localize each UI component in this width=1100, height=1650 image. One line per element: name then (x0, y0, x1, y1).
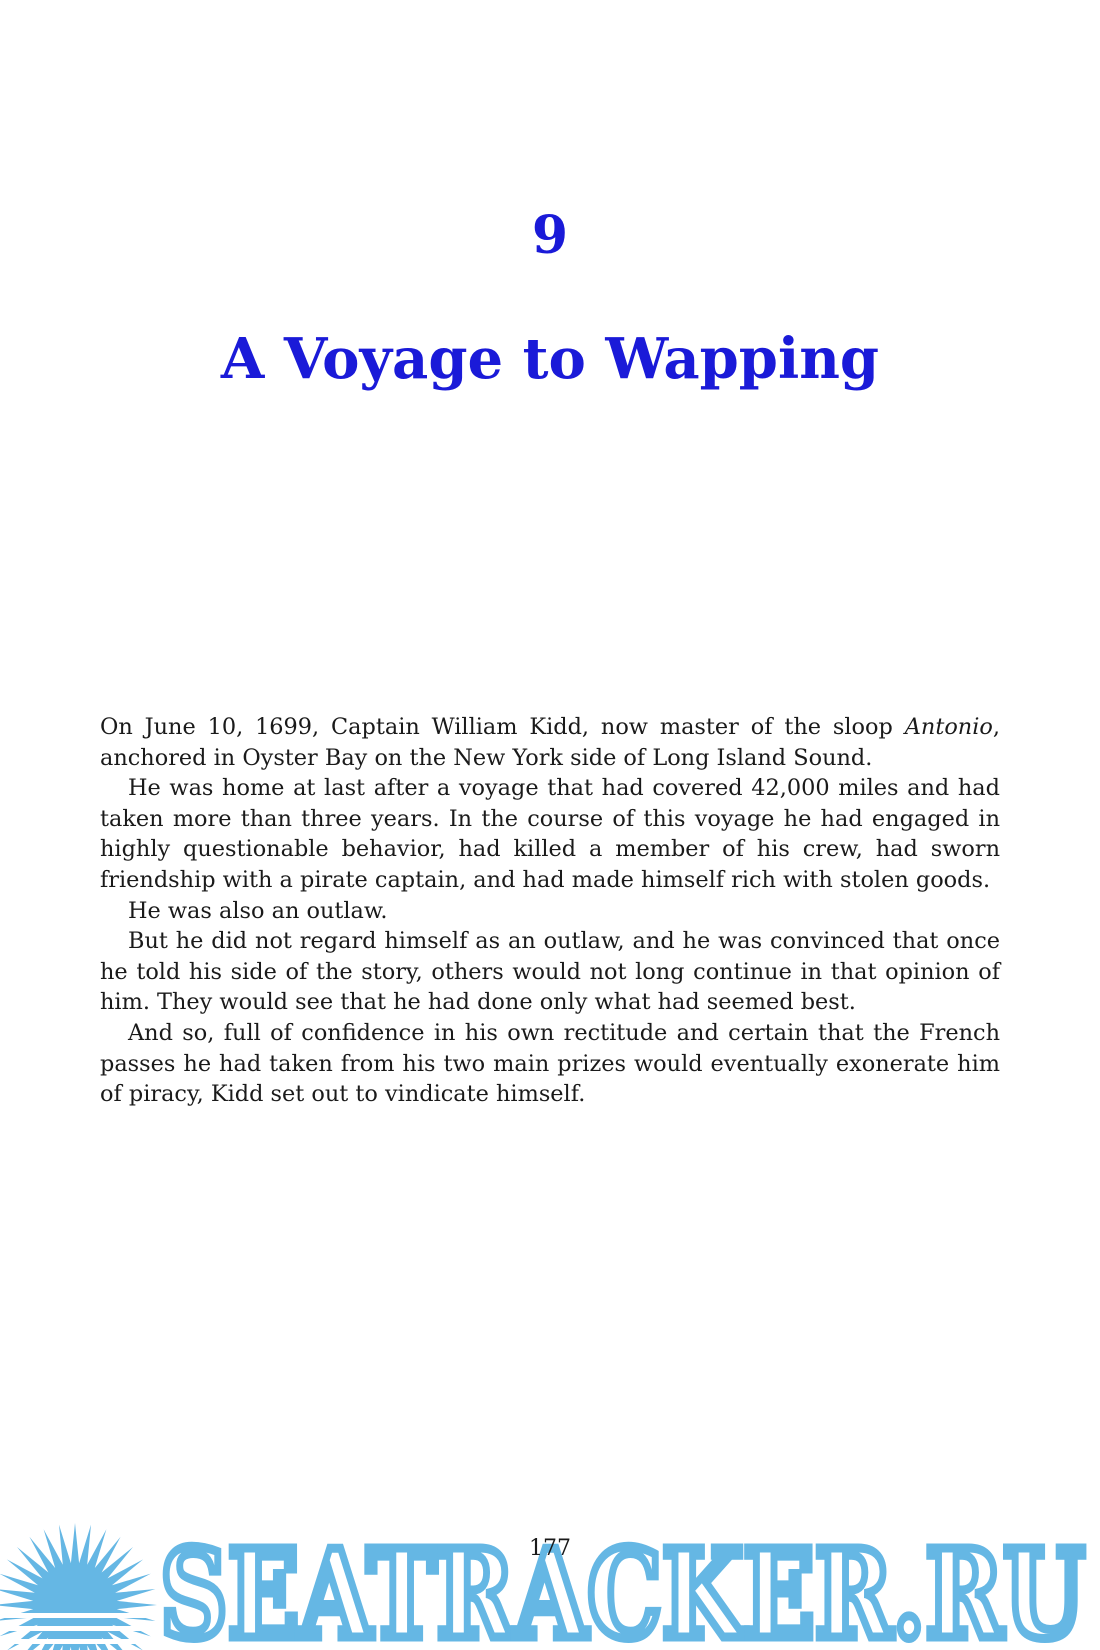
paragraph-1 (100, 712, 1000, 773)
ship-name: Antonio (904, 714, 993, 740)
chapter-title: A Voyage to Wapping (220, 326, 880, 392)
watermark-text: SEATRACKER.RU (160, 1522, 1085, 1650)
paragraph-5: And so, full of confidence in his own rectitude and certain that the French passes he had taken from his two main prizes would eventually exonerate him of piracy, Kidd set out to vindicate himself. (100, 1019, 1000, 1108)
chapter-body (100, 712, 1000, 1110)
horizon-line (0, 1613, 165, 1618)
chapter-number: 9 (531, 205, 569, 266)
paragraph-3: He was also an outlaw. (128, 897, 388, 924)
paragraph-2: He was home at last after a voyage that had covered 42,000 miles and had taken more than three years. In the course of this voyage he had engaged in highly questionable behavior, had killed a member of his crew, had sworn friendship with a pirate captain, and had made himself rich with stolen goods. (100, 775, 1000, 893)
paragraph-1-lead: On June 10, 1699, Captain William Kidd, now master of the sloop (100, 714, 905, 740)
watermark-graphic (0, 1485, 1100, 1650)
page-number: 177 (529, 1536, 571, 1561)
watermark (0, 1485, 1100, 1650)
horizon-line (0, 1626, 165, 1631)
paragraph-4: But he did not regard himself as an outlaw, and he was convinced that once he told his side of the story, others would not long continue in that opinion of him. They would see that he had done only what had seemed best. (100, 928, 1000, 1016)
paragraph-1-rest: , anchored in Oyster Bay on the New York side of Long Island Sound. (100, 714, 1000, 771)
horizon-line (0, 1639, 165, 1644)
